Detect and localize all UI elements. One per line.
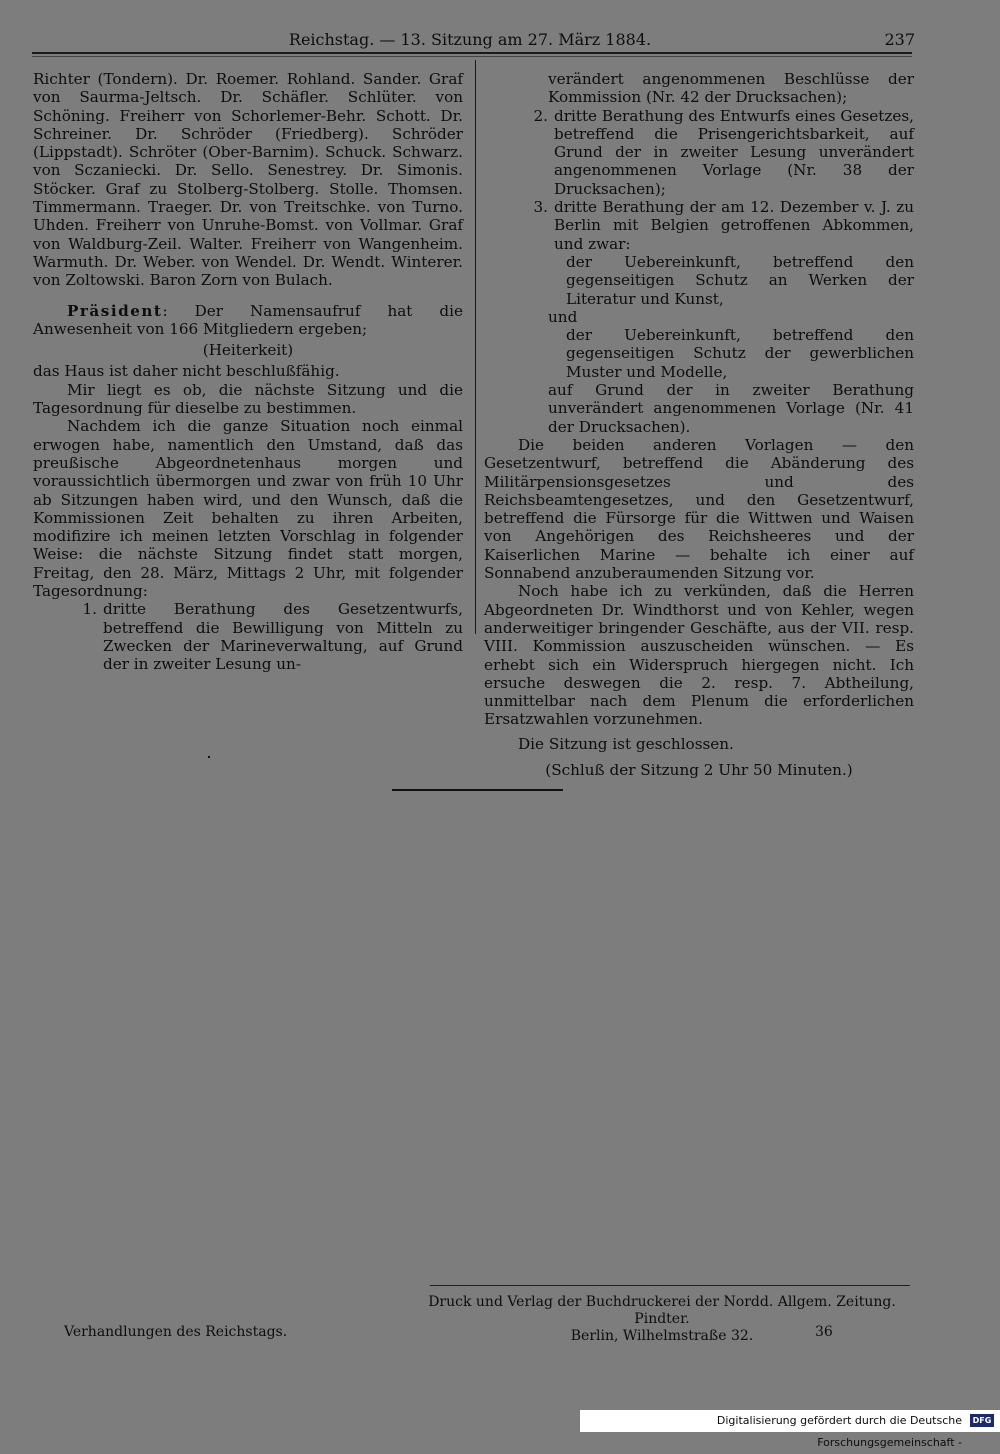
paragraph-other-bills: Die beiden anderen Vorlagen — den Gesetzentwurf, betreffend die Abänderung des Militärpensionsgesetzes und des Reichsbeamtengesetzes, und den Gesetzentwurf, betreffend die Fürsorge für die Wittwen und Waisen von Angehörigen des Reichsheeres und der Kaiserlichen Marine — behalte ich einer auf Sonnabend anzuberaumenden Sitzung vor. xyxy=(484,435,914,583)
agenda-item-2-number: 2. xyxy=(533,106,548,125)
agenda-item-3-agreement-b: der Uebereinkunft, betreffend den gegenseitigen Schutz der gewerblichen Muster und Modelle, xyxy=(566,326,914,381)
agenda-item-1-text: dritte Berathung des Gesetzentwurfs, betreffend die Bewilligung von Mitteln zu Zwecken der Marineverwaltung, auf Grund der in zweiter Lesung un- xyxy=(103,600,463,674)
agenda-item-1 xyxy=(33,600,463,673)
laughter-note: (Heiterkeit) xyxy=(202,341,294,360)
paragraph-quorum: das Haus ist daher nicht beschlußfähig. xyxy=(33,362,340,381)
header-rule-thin xyxy=(32,56,912,57)
printer-line-1: Druck und Verlag der Buchdruckerei der Nordd. Allgem. Zeitung. Pindter. xyxy=(428,1294,896,1327)
agenda-item-3-number: 3. xyxy=(533,198,548,217)
page-number: 237 xyxy=(884,30,915,49)
agenda-item-3-text: dritte Berathung der am 12. Dezember v. J. zu Berlin mit Belgien getroffenen Abkommen, und zwar: xyxy=(554,198,914,253)
session-closed: Die Sitzung ist geschlossen. xyxy=(518,734,734,753)
footer-sheet-number: 36 xyxy=(815,1324,833,1340)
president-label: Präsident xyxy=(67,301,163,320)
section-end-rule xyxy=(392,789,563,791)
header-rule xyxy=(32,52,912,54)
paragraph-announcement: Noch habe ich zu verkünden, daß die Herren Abgeordneten Dr. Windthorst und von Kehler, wegen anderweitiger bringender Geschäfte, aus der VII. resp. VIII. Kommission auszuscheiden wünschen. — Es erhebt sich ein Widerspruch hiergegen nicht. Ich ersuche deswegen die 2. resp. 7. Abtheilung, unmittelbar nach dem Plenum die erforderlichen Ersatzwahlen vorzunehmen. xyxy=(484,582,914,729)
footer-rule xyxy=(430,1285,910,1286)
dfg-logo-icon: DFG xyxy=(970,1414,994,1427)
agenda-item-3-und: und xyxy=(548,307,578,326)
agenda-item-3-end: auf Grund der in zweiter Berathung unverändert angenommenen Vorlage (Nr. 41 der Drucksachen). xyxy=(548,381,914,436)
footer-publication: Verhandlungen des Reichstags. xyxy=(64,1324,288,1340)
session-end-time: (Schluß der Sitzung 2 Uhr 50 Minuten.) xyxy=(545,760,853,779)
printer-line-2: Berlin, Wilhelmstraße 32. xyxy=(570,1328,754,1344)
paragraph-agenda: Mir liegt es ob, die nächste Sitzung und die Tagesordnung für dieselbe zu bestimmen. xyxy=(33,380,463,418)
agenda-item-1-number: 1. xyxy=(82,600,97,619)
dfg-funding-notice: Digitalisierung gefördert durch die Deutsche Forschungsgemeinschaft - xyxy=(580,1410,1000,1432)
right-column xyxy=(484,70,914,779)
agenda-item-3 xyxy=(484,198,914,253)
agenda-item-1-continuation: verändert angenommenen Beschlüsse der Kommission (Nr. 42 der Drucksachen); xyxy=(548,70,914,107)
president-text: : Der Namensaufruf hat die Anwesenheit von 166 Mitgliedern ergeben; xyxy=(33,301,463,338)
paragraph-situation: Nachdem ich die ganze Situation noch einmal erwogen habe, namentlich den Umstand, daß das preußische Abgeordnetenhaus morgen und voraussichtlich übermorgen und zwar von früh 10 Uhr ab Sitzungen haben wird, und den Wunsch, daß die Kommissionen Zeit behalten zu ihren Arbeiten, modifizire ich meinen letzten Vorschlag in folgender Weise: die nächste Sitzung findet statt morgen, Freitag, den 28. März, Mittags 2 Uhr, mit folgender Tagesordnung: xyxy=(33,417,463,601)
president-paragraph xyxy=(33,302,463,339)
page-header xyxy=(30,30,915,52)
agenda-item-3-agreement-a: der Uebereinkunft, betreffend den gegenseitigen Schutz an Werken der Literatur und Kunst, xyxy=(566,252,914,308)
agenda-item-2-text: dritte Berathung des Entwurfs eines Gesetzes, betreffend die Prisengerichtsbarkeit, auf Grund der in zweiter Lesung unverändert angenommenen Vorlage (Nr. 38 der Drucksachen); xyxy=(554,106,914,198)
print-speck xyxy=(208,756,210,758)
agenda-item-2 xyxy=(484,107,914,198)
left-column xyxy=(33,70,463,674)
header-title: Reichstag. — 13. Sitzung am 27. März 1884. xyxy=(288,30,652,49)
column-separator xyxy=(475,60,476,634)
member-names-paragraph: Richter (Tondern). Dr. Roemer. Rohland. Sander. Graf von Saurma-Jeltsch. Dr. Schäfler. Schlüter. von Schöning. Freiherr von Schorlemer-Behr. Schott. Dr. Schreiner. Dr. Schröder (Friedberg). Schröder (Lippstadt). Schröter (Ober-Barnim). Schuck. Schwarz. von Sczaniecki. Dr. Sello. Senestrey. Dr. Simonis. Stöcker. Graf zu Stolberg-Stolberg. Stolle. Thomsen. Timmermann. Traeger. Dr. von Treitschke. von Turno. Uhden. Freiherr von Unruhe-Bomst. von Vollmar. Graf von Waldburg-Zeil. Walter. Freiherr von Wangenheim. Warmuth. Dr. Weber. von Wendel. Dr. Wendt. Winterer. von Zoltowski. Baron Zorn von Bulach. xyxy=(33,70,463,290)
